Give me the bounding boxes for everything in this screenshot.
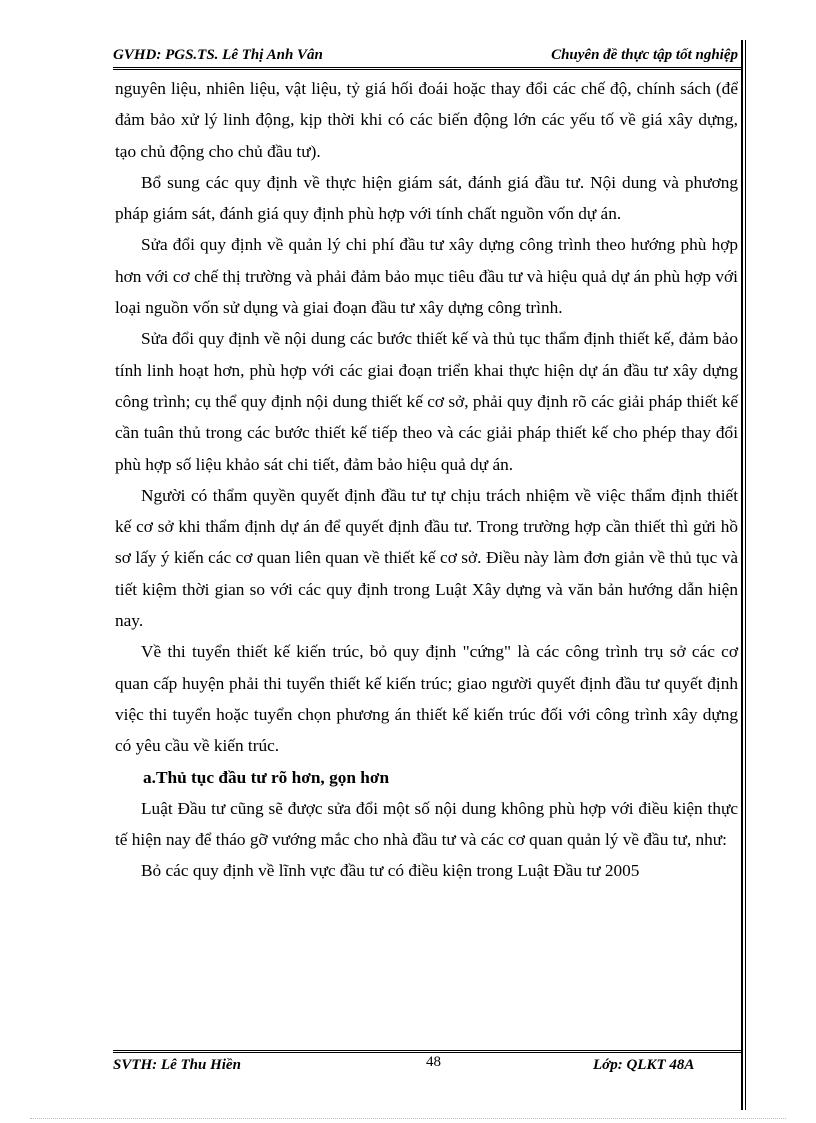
section-heading: a.Thủ tục đầu tư rõ hơn, gọn hơn: [143, 767, 390, 787]
paragraph: Sửa đổi quy định về nội dung các bước thiết kế và thủ tục thẩm định thiết kế, đảm bảo tính linh hoạt hơn, phù hợp với các giai đoạn triển khai thực hiện dự án đầu tư xây dựng công trình; cụ thể quy định nội dung thiết kế cơ sở, phải quy định rõ các giải pháp thiết kế cần tuân thủ trong các bước thiết kế tiếp theo và các giải pháp thiết kế cho phép thay đổi phù hợp số liệu khảo sát chi tiết, đảm bảo hiệu quả dự án.: [115, 329, 738, 474]
paragraph: Người có thẩm quyền quyết định đầu tư tự chịu trách nhiệm về việc thẩm định thiết kế cơ sở khi thẩm định dự án để quyết định đầu tư. Trong trường hợp cần thiết thì gửi hồ sơ lấy ý kiến các cơ quan liên quan về thiết kế cơ sở. Điều này làm đơn giản về thủ tục và tiết kiệm thời gian so với các quy định trong Luật Xây dựng và văn bản hướng dẫn hiện nay.: [115, 485, 738, 631]
header-rule: [113, 67, 741, 70]
page-bottom-edge: [30, 1118, 786, 1119]
header-advisor: GVHD: PGS.TS. Lê Thị Anh Vân: [113, 47, 323, 63]
footer-rule: [113, 1050, 741, 1053]
page-footer: [113, 1054, 738, 1077]
paragraph: Bổ sung các quy định về thực hiện giám sát, đánh giá đầu tư. Nội dung và phương pháp giám sát, đánh giá quy định phù hợp với tính chất nguồn vốn dự án.: [115, 172, 738, 224]
footer-class: Lớp: QLKT 48A: [593, 1057, 695, 1073]
paragraph-continuation: nguyên liệu, nhiên liệu, vật liệu, tỷ giá hối đoái hoặc thay đổi các chế độ, chính sách (để đảm bảo xử lý linh động, kịp thời khi có các biến động lớn các yếu tố về giá xây dựng, tạo chủ động cho chủ đầu tư).: [115, 79, 738, 161]
page-border-right: [741, 40, 743, 1110]
paragraph: Luật Đầu tư cũng sẽ được sửa đổi một số nội dung không phù hợp với điều kiện thực tế hiện nay để tháo gỡ vướng mắc cho nhà đầu tư và các cơ quan quản lý về đầu tư, như:: [115, 798, 738, 850]
page-border-right-inner: [745, 40, 746, 1110]
paragraph: Sửa đổi quy định về quản lý chi phí đầu tư xây dựng công trình theo hướng phù hợp hơn với cơ chế thị trường và phải đảm bảo mục tiêu đầu tư và hiệu quả dự án phù hợp với loại nguồn vốn sử dụng và giai đoạn đầu tư xây dựng công trình.: [115, 235, 738, 318]
paragraph: Về thi tuyển thiết kế kiến trúc, bỏ quy định "cứng" là các công trình trụ sở các cơ quan cấp huyện phải thi tuyển thiết kế kiến trúc; giao người quyết định đầu tư quyết định việc thi tuyển hoặc tuyển chọn phương án thiết kế kiến trúc đối với công trình xây dựng có yêu cầu về kiến trúc.: [115, 642, 738, 756]
page-header: [113, 47, 738, 69]
footer-student: SVTH: Lê Thu Hiền: [113, 1057, 241, 1073]
header-doc-title: Chuyên đề thực tập tốt nghiệp: [551, 47, 738, 63]
document-body: [115, 73, 738, 887]
page-number: 48: [426, 1054, 441, 1070]
paragraph: Bỏ các quy định về lĩnh vực đầu tư có điều kiện trong Luật Đầu tư 2005: [141, 861, 640, 881]
